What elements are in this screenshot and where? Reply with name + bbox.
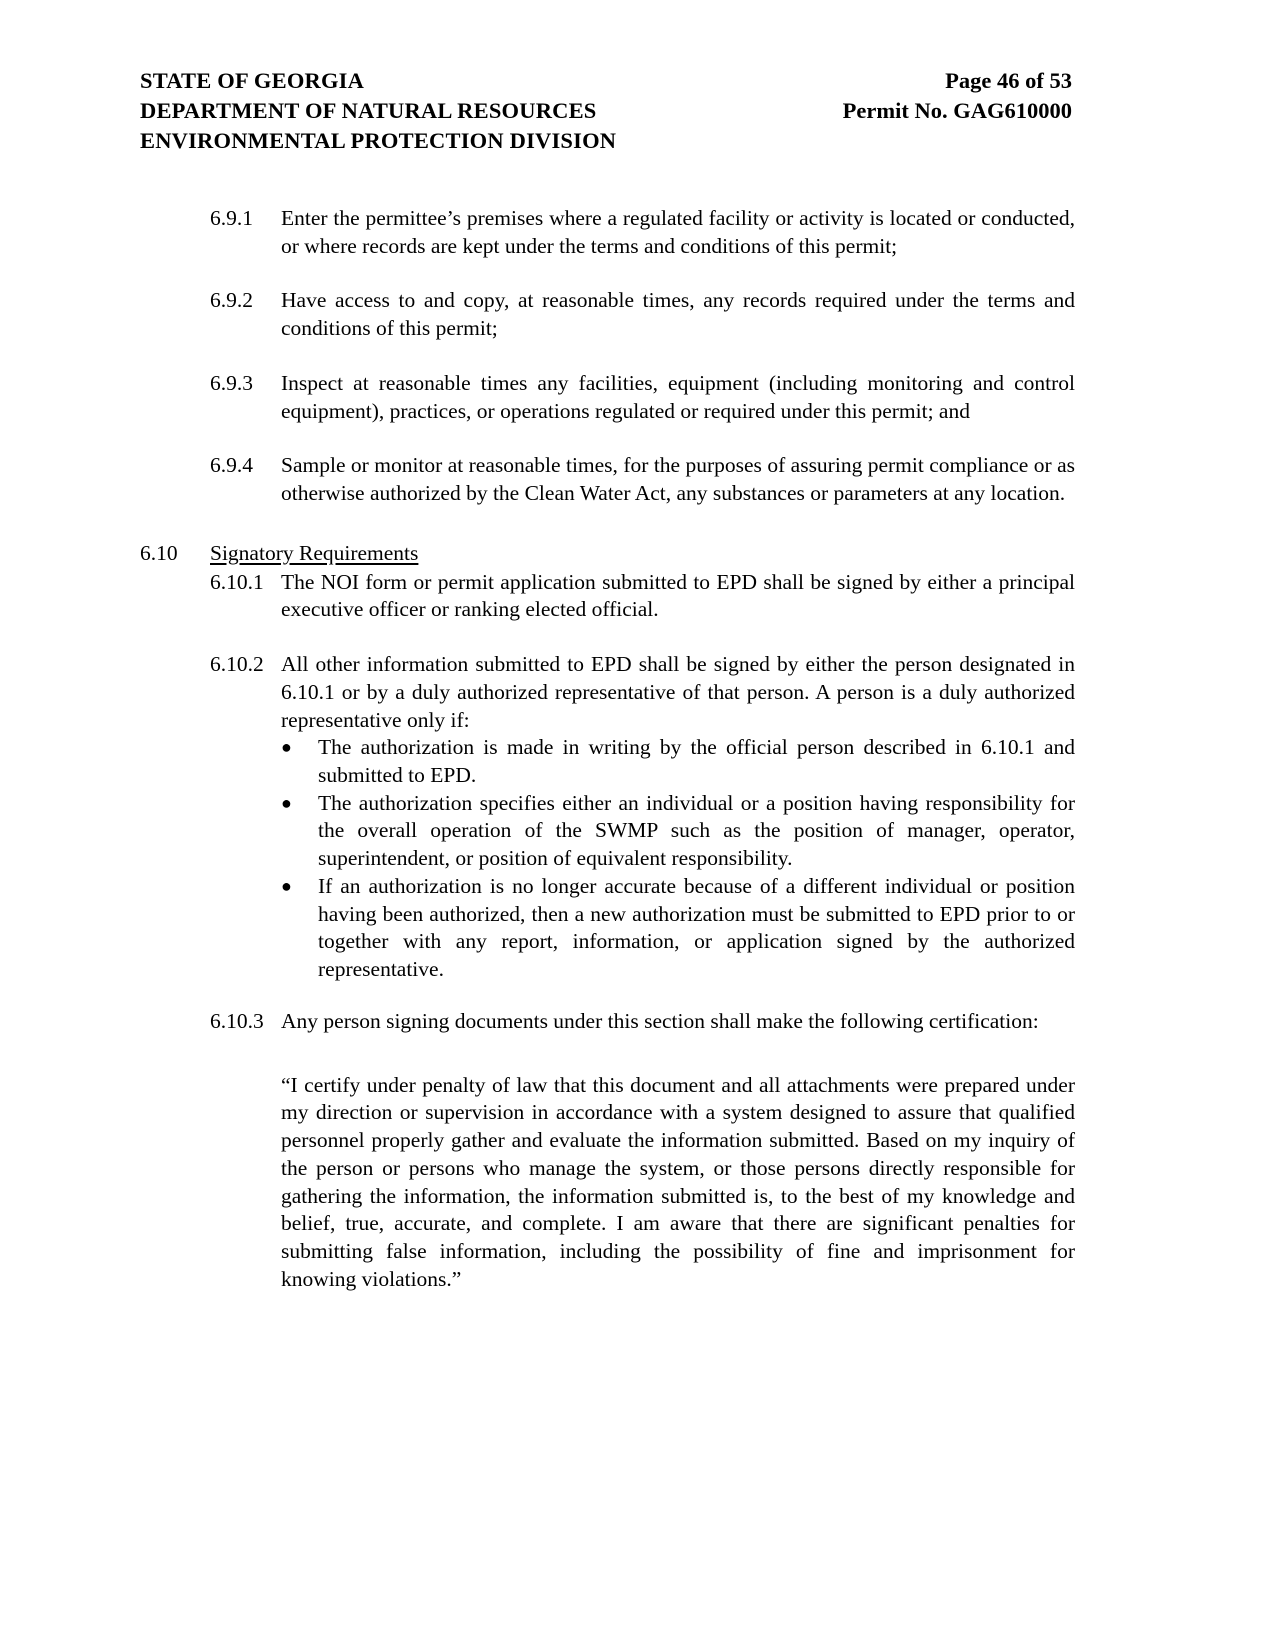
list-item-text: The authorization specifies either an individual or a position having responsibility for the overall operation of the SWMP such as the position of manager, operator, superintendent, or position of equivalent responsibility. xyxy=(318,790,1075,871)
clause-number: 6.10.3 xyxy=(210,1008,264,1033)
clause-6-10-1 xyxy=(140,569,1075,624)
clause-6-9-3 xyxy=(140,370,1075,425)
bullet-icon: ● xyxy=(281,875,292,896)
clause-text: The NOI form or permit application submitted to EPD shall be signed by either a principal executive officer or ranking elected official. xyxy=(281,569,1075,622)
certification-text: “I certify under penalty of law that this document and all attachments were prepared under my direction or supervision in accordance with a system designed to assure that qualified personnel properly gather and evaluate the information submitted. Based on my inquiry of the person or persons who manage the system, or those persons directly responsible for gathering the information, the information submitted is, to the best of my knowledge and belief, true, accurate, and complete. I am aware that there are significant penalties for submitting false information, including the possibility of fine and imprisonment for knowing violations.” xyxy=(281,1072,1075,1291)
clause-text: Enter the permittee’s premises where a regulated facility or activity is located or conducted, or where records are kept under the terms and conditions of this permit; xyxy=(281,206,1075,258)
list-item xyxy=(281,734,1075,789)
header-line-division: ENVIRONMENTAL PROTECTION DIVISION xyxy=(140,127,617,153)
clause-number: 6.10.2 xyxy=(210,652,264,677)
clause-6-9-2 xyxy=(140,287,1075,342)
authorized-representative-criteria-list xyxy=(281,734,1075,984)
clause-6-9-4 xyxy=(140,452,1075,507)
permit-number-label: Permit No. GAG610000 xyxy=(842,97,1072,123)
bullet-icon: ● xyxy=(281,737,292,758)
list-item xyxy=(281,873,1075,984)
clause-number: 6.9.3 xyxy=(210,370,253,395)
clause-text: Any person signing documents under this section shall make the following certification: xyxy=(281,1008,1039,1033)
bullet-icon: ● xyxy=(281,792,292,813)
clause-number: 6.9.1 xyxy=(210,206,253,230)
clause-number: 6.10.1 xyxy=(210,569,264,594)
list-item xyxy=(281,790,1075,873)
list-item-text: The authorization is made in writing by the official person described in 6.10.1 and submitted to EPD. xyxy=(318,735,1075,788)
clause-6-9-1 xyxy=(140,205,1075,260)
page-header xyxy=(140,66,1080,156)
list-item-text: If an authorization is no longer accurate because of a different individual or position having been authorized, then a new authorization must be submitted to EPD prior to or together with any report, information, or application signed by the authorized representative. xyxy=(318,873,1075,982)
clause-text: Sample or monitor at reasonable times, for the purposes of assuring permit compliance or as otherwise authorized by the Clean Water Act, any substances or parameters at any location. xyxy=(281,453,1075,506)
clause-number: 6.9.2 xyxy=(210,288,253,313)
section-title: Signatory Requirements xyxy=(210,540,419,565)
page-and-permit-info xyxy=(843,66,1080,126)
clause-6-10-3 xyxy=(140,1008,1075,1036)
header-line-department: DEPARTMENT OF NATURAL RESOURCES xyxy=(140,97,597,123)
clause-text: Have access to and copy, at reasonable times, any records required under the terms and conditions of this permit; xyxy=(281,288,1075,341)
clause-text: Inspect at reasonable times any facilities, equipment (including monitoring and control equipment), practices, or operations regulated or required under this permit; and xyxy=(281,370,1075,423)
agency-identification xyxy=(140,66,616,156)
page-number-label: Page 46 of 53 xyxy=(945,68,1072,93)
clause-6-10-2 xyxy=(140,651,1075,984)
section-heading-6-10 xyxy=(140,540,1075,568)
document-body xyxy=(140,205,1075,1294)
certification-statement xyxy=(281,1072,1075,1294)
clause-number: 6.9.4 xyxy=(210,453,253,478)
header-line-state: STATE OF GEORGIA xyxy=(140,68,365,93)
section-number: 6.10 xyxy=(140,540,178,565)
clause-intro-text: All other information submitted to EPD shall be signed by either the person designated in 6.10.1 or by a duly authorized representative of that person. A person is a duly authorized representative only if: xyxy=(281,652,1075,732)
clause-text-block xyxy=(281,651,1075,984)
